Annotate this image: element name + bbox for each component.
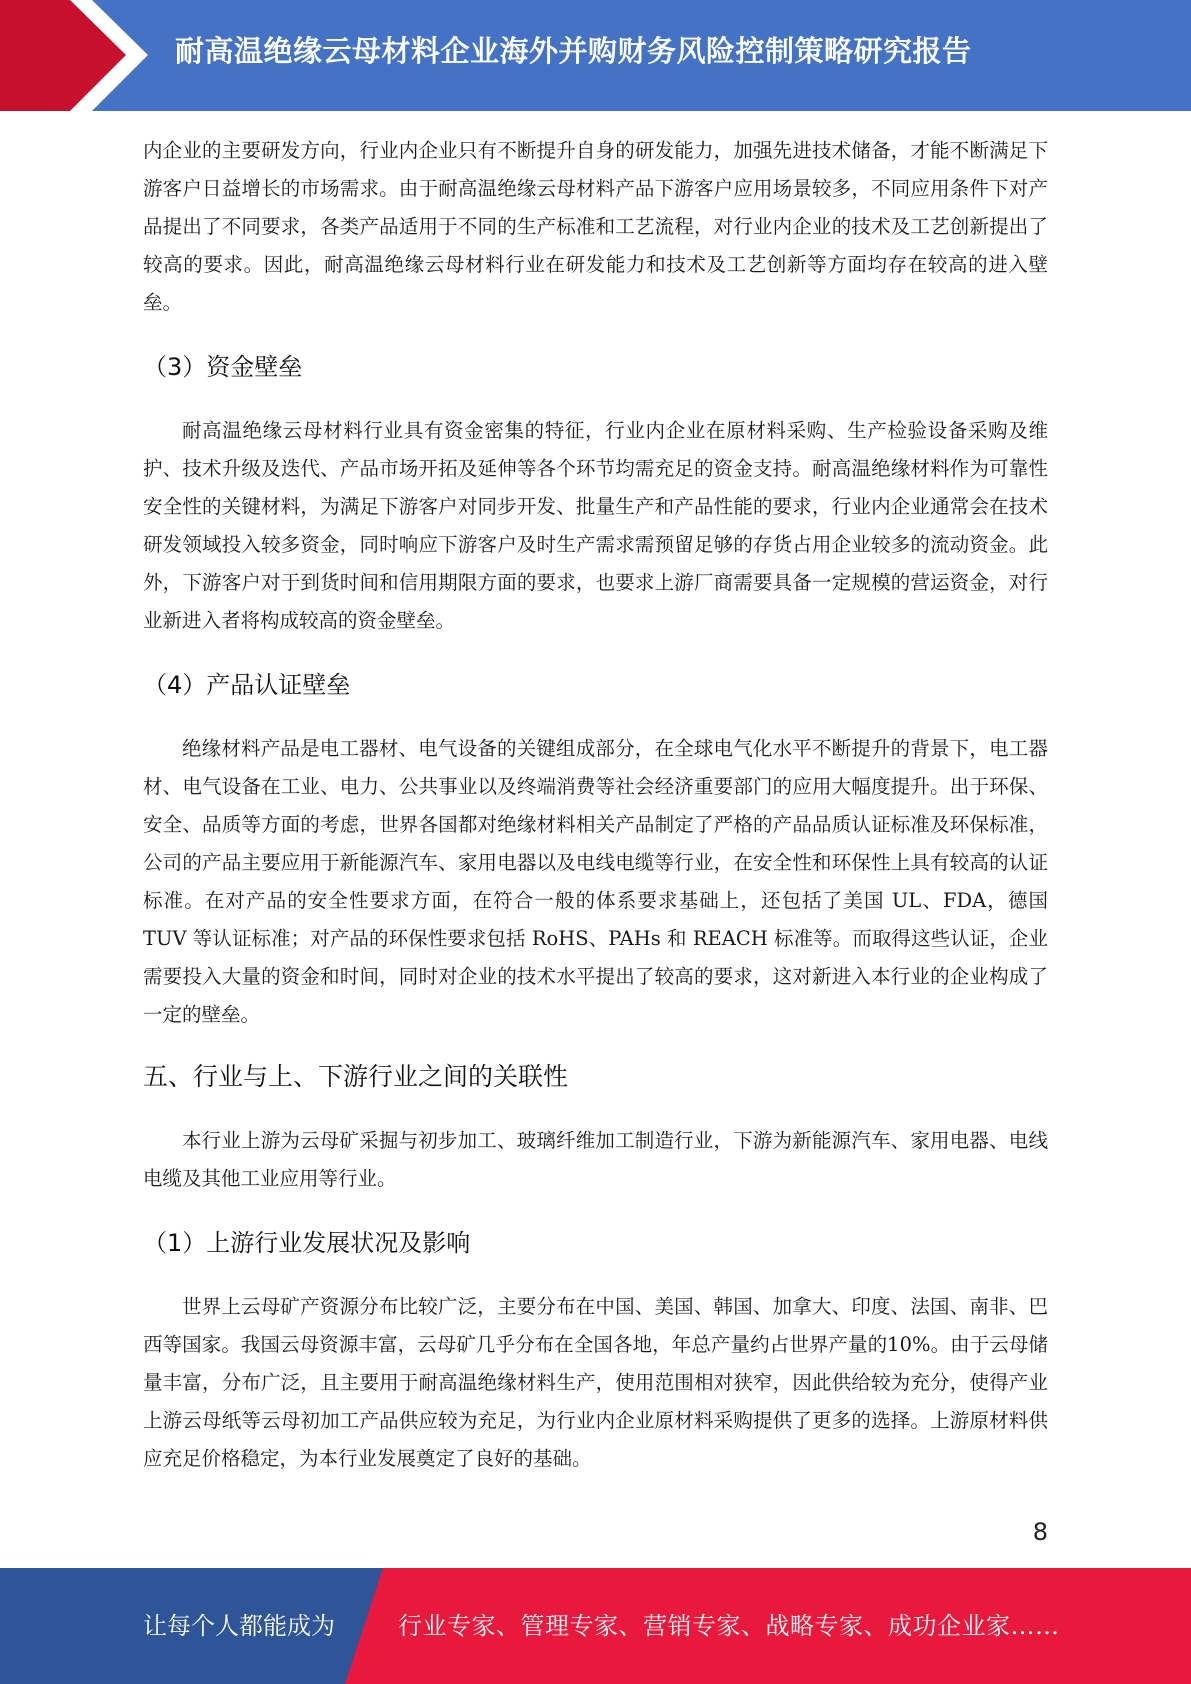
paragraph: 世界上云母矿产资源分布比较广泛，主要分布在中国、美国、韩国、加拿大、印度、法国、南非、巴西等国家。我国云母资源丰富，云母矿几乎分布在全国各地，年总产量约占世界产量的10%。由于云母储量丰富，分布广泛，且主要用于耐高温绝缘材料生产，使用范围相对狭窄，因此供给较为充分，使得产业上游云母纸等云母初加工产品供应较为充足，为行业内企业原材料采购提供了更多的选择。上游原材料供应充足价格稳定，为本行业发展奠定了良好的基础。 — [143, 1295, 1048, 1470]
paragraph: 内企业的主要研发方向，行业内企业只有不断提升自身的研发能力，加强先进技术储备，才能不断满足下游客户日益增长的市场需求。由于耐高温绝缘云母材料产品下游客户应用场景较多，不同应用条件下对产品提出了不同要求，各类产品适用于不同的生产标准和工艺流程，对行业内企业的技术及工艺创新提出了较高的要求。因此，耐高温绝缘云母材料行业在研发能力和技术及工艺创新等方面均存在较高的进入壁垒。 — [143, 139, 1048, 314]
paragraph: 本行业上游为云母矿采掘与初步加工、玻璃纤维加工制造行业，下游为新能源汽车、家用电器、电线电缆及其他工业应用等行业。 — [143, 1129, 1048, 1190]
footer-banner — [0, 1568, 1191, 1684]
page-content — [143, 132, 1048, 1478]
paragraph: 绝缘材料产品是电工器材、电气设备的关键组成部分，在全球电气化水平不断提升的背景下，电工器材、电气设备在工业、电力、公共事业以及终端消费等社会经济重要部门的应用大幅度提升。出于环保、安全、品质等方面的考虑，世界各国都对绝缘材料相关产品制定了严格的产品品质认证标准及环保标准，公司的产品主要应用于新能源汽车、家用电器以及电线电缆等行业，在安全性和环保性上具有较高的认证标准。在对产品的安全性要求方面，在符合一般的体系要求基础上，还包括了美国 UL、FDA，德国 TUV 等认证标准；对产品的环保性要求包括 RoHS、PAHs 和 REACH 标准等。而取得这些认证，企业需要投入大量的资金和时间，同时对企业的技术水平提出了较高的要求，这对新进入本行业的企业构成了一定的壁垒。 — [143, 737, 1048, 1026]
footer-slogan-left: 让每个人都能成为 — [143, 1612, 335, 1640]
subsection-heading: （1）上游行业发展状况及影响 — [143, 1229, 471, 1257]
section-heading: 五、行业与上、下游行业之间的关联性 — [143, 1062, 569, 1091]
subsection-heading: （3）资金壁垒 — [143, 353, 303, 381]
subsection-heading: （4）产品认证壁垒 — [143, 671, 351, 699]
footer-slogan-right: 行业专家、管理专家、营销专家、战略专家、成功企业家…… — [398, 1612, 1060, 1640]
header-banner — [0, 0, 1191, 111]
red-chevron-decoration — [0, 0, 160, 111]
page-number: 8 — [1032, 1518, 1048, 1546]
paragraph: 耐高温绝缘云母材料行业具有资金密集的特征，行业内企业在原材料采购、生产检验设备采购及维护、技术升级及迭代、产品市场开拓及延伸等各个环节均需充足的资金支持。耐高温绝缘材料作为可靠性安全性的关键材料，为满足下游客户对同步开发、批量生产和产品性能的要求，行业内企业通常会在技术研发领域投入较多资金，同时响应下游客户及时生产需求需预留足够的存货占用企业较多的流动资金。此外，下游客户对于到货时间和信用期限方面的要求，也要求上游厂商需要具备一定规模的营运资金，对行业新进入者将构成较高的资金壁垒。 — [143, 419, 1048, 632]
report-title: 耐高温绝缘云母材料企业海外并购财务风险控制策略研究报告 — [175, 34, 972, 68]
